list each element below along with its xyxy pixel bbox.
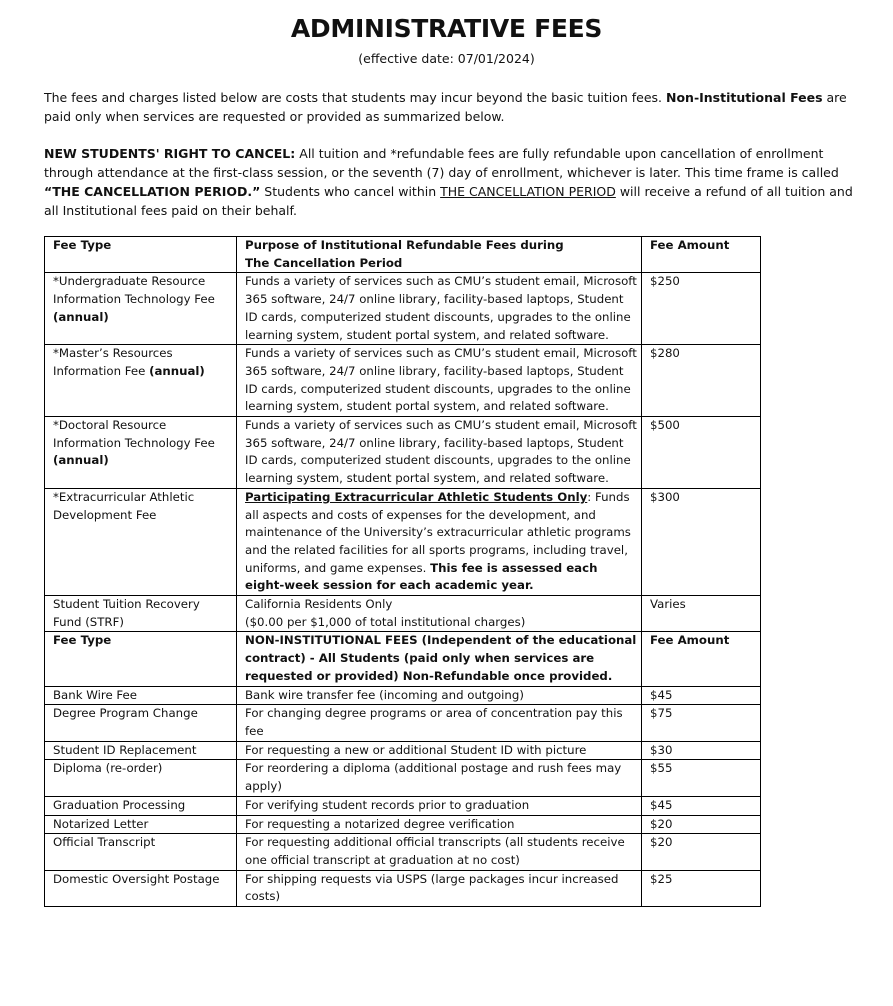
- fee-purpose: For requesting a notarized degree verification: [237, 815, 642, 834]
- fee-name-qualifier: (annual): [149, 363, 205, 378]
- cancel-text-3: will receive a refund of all tuition and all Institutional fees paid on their behalf.: [44, 184, 853, 218]
- fee-name: *Master’s Resources Information Fee: [53, 346, 173, 378]
- athletic-assessment-note: This fee is assessed each eight-week session for each academic year.: [245, 560, 598, 593]
- fee-name-qualifier: (annual): [53, 453, 109, 468]
- document-title: ADMINISTRATIVE FEES: [290, 14, 603, 43]
- fee-amount: $25: [642, 870, 761, 906]
- fee-name: Degree Program Change: [45, 705, 237, 741]
- fee-purpose: For shipping requests via USPS (large packages incur increased costs): [237, 870, 642, 906]
- fee-name-cell: [45, 417, 237, 489]
- intro-text: The fees and charges listed below are costs that students may incur beyond the basic tuition fees.: [44, 90, 663, 105]
- fee-name-cell: [45, 345, 237, 417]
- fee-amount: Varies: [642, 596, 761, 632]
- cancel-period-bold: “THE CANCELLATION PERIOD.”: [44, 184, 261, 199]
- fee-name: Bank Wire Fee: [45, 686, 237, 705]
- table-row: [45, 488, 761, 595]
- effective-date: (effective date: 07/01/2024): [358, 51, 535, 66]
- table-row: [45, 815, 761, 834]
- fee-name-cell: [45, 273, 237, 345]
- intro-bold-term: Non-Institutional Fees: [666, 90, 823, 105]
- strf-purpose-line1: California Residents Only: [245, 597, 393, 612]
- fee-amount: $500: [642, 417, 761, 489]
- fee-purpose: Funds a variety of services such as CMU’s student email, Microsoft 365 software, 24/7 online library, facility-based laptops, Student ID cards, computerized student discounts, upgrades to the online learning system, student portal system, and related software.: [237, 417, 642, 489]
- fee-purpose: Funds a variety of services such as CMU’s student email, Microsoft 365 software, 24/7 online library, facility-based laptops, Student ID cards, computerized student discounts, upgrades to the online learning system, student portal system, and related software.: [237, 345, 642, 417]
- header-non-institutional: NON-INSTITUTIONAL FEES (Independent of the educational contract) - All Students (paid only when services are requested or provided) Non-Refundable once provided.: [237, 632, 642, 686]
- fee-amount: $250: [642, 273, 761, 345]
- fee-purpose: For changing degree programs or area of concentration pay this fee: [237, 705, 642, 741]
- fee-amount: $20: [642, 834, 761, 870]
- table-header-row: [45, 632, 761, 686]
- header-purpose: [237, 237, 642, 273]
- fee-purpose: For reordering a diploma (additional postage and rush fees may apply): [237, 760, 642, 796]
- table-row: [45, 741, 761, 760]
- table-row: [45, 705, 761, 741]
- strf-purpose-line2: ($0.00 per $1,000 of total institutional charges): [245, 614, 526, 629]
- fee-name: Notarized Letter: [45, 815, 237, 834]
- header-purpose-line2: The Cancellation Period: [245, 255, 403, 270]
- fee-purpose: For verifying student records prior to graduation: [237, 796, 642, 815]
- intro-paragraph: [44, 88, 859, 126]
- fee-amount: $280: [642, 345, 761, 417]
- header-fee-amount: Fee Amount: [642, 237, 761, 273]
- fee-purpose: Bank wire transfer fee (incoming and outgoing): [237, 686, 642, 705]
- fee-purpose: For requesting additional official transcripts (all students receive one official transcript at graduation at no cost): [237, 834, 642, 870]
- table-row: [45, 834, 761, 870]
- table-header-row: [45, 237, 761, 273]
- header-fee-type: Fee Type: [45, 632, 237, 686]
- table-row: [45, 796, 761, 815]
- fee-name: *Extracurricular Athletic Development Fee: [45, 488, 237, 595]
- table-row: [45, 686, 761, 705]
- cancel-text-1: All tuition and *refundable fees are fully refundable upon cancellation of enrollment through attendance at the first-class session, or the seventh (7) day of enrollment, whichever is later. This time frame is called: [44, 146, 839, 180]
- fee-name: Domestic Oversight Postage: [45, 870, 237, 906]
- fee-amount: $45: [642, 686, 761, 705]
- fee-amount: $30: [642, 741, 761, 760]
- intro-text-2: are paid only when services are requested or provided as summarized below.: [44, 90, 847, 124]
- fee-name: Student Tuition Recovery Fund (STRF): [45, 596, 237, 632]
- table-row: [45, 870, 761, 906]
- fee-name: Official Transcript: [45, 834, 237, 870]
- cancellation-paragraph: [44, 144, 859, 220]
- fee-amount: $55: [642, 760, 761, 796]
- table-row: [45, 345, 761, 417]
- fee-purpose: [237, 488, 642, 595]
- fee-name: *Doctoral Resource Information Technology Fee: [53, 418, 215, 450]
- fee-purpose: Funds a variety of services such as CMU’s student email, Microsoft 365 software, 24/7 online library, facility-based laptops, Student ID cards, computerized student discounts, upgrades to the online learning system, student portal system, and related software.: [237, 273, 642, 345]
- athletic-eligibility: Participating Extracurricular Athletic Students Only: [245, 489, 588, 504]
- table-row: [45, 596, 761, 632]
- fee-name: Graduation Processing: [45, 796, 237, 815]
- fee-purpose: For requesting a new or additional Student ID with picture: [237, 741, 642, 760]
- fee-amount: $75: [642, 705, 761, 741]
- athletic-purpose-text: : Funds all aspects and costs of expenses for the development, and maintenance of the University’s extracurricular athletic programs and the related facilities for all sports programs, including travel, uniforms, and game expenses.: [245, 489, 631, 575]
- table-row: [45, 417, 761, 489]
- fee-name-qualifier: (annual): [53, 309, 109, 324]
- header-fee-amount: Fee Amount: [642, 632, 761, 686]
- cancel-heading: NEW STUDENTS' RIGHT TO CANCEL:: [44, 146, 296, 161]
- fee-name: *Undergraduate Resource Information Technology Fee: [53, 274, 215, 307]
- fees-table: [44, 236, 761, 907]
- table-row: [45, 273, 761, 345]
- table-row: [45, 760, 761, 796]
- cancel-text-2: Students who cancel within: [264, 184, 437, 199]
- fee-name: Student ID Replacement: [45, 741, 237, 760]
- fee-name: Diploma (re-order): [45, 760, 237, 796]
- fee-amount: $45: [642, 796, 761, 815]
- cancel-period-underlined: THE CANCELLATION PERIOD: [440, 184, 616, 199]
- header-purpose-line1: Purpose of Institutional Refundable Fees during: [245, 238, 564, 252]
- fee-purpose: [237, 596, 642, 632]
- fee-amount: $300: [642, 488, 761, 595]
- fee-amount: $20: [642, 815, 761, 834]
- header-fee-type: Fee Type: [45, 237, 237, 273]
